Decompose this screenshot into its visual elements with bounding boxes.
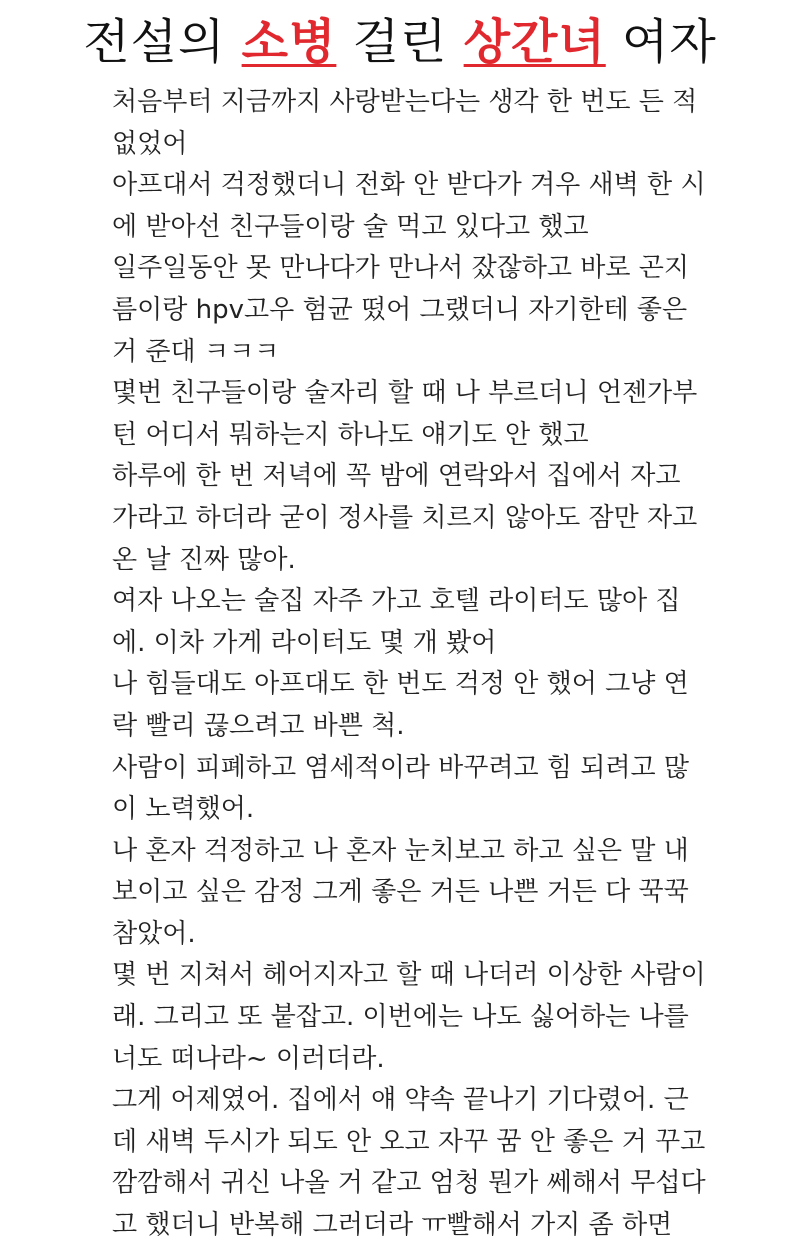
title-highlight-2: 상간녀 (463, 14, 606, 70)
body-line: 깜깜해서 귀신 나올 거 같고 엄청 뭔가 쎄해서 무섭다 (112, 1168, 706, 1199)
body-line: 없었어 (112, 128, 188, 159)
body-line: 에. 이차 가게 라이터도 몇 개 봤어 (112, 627, 497, 658)
body-line: 가라고 하더라 굳이 정사를 치르지 않아도 잠만 자고 (112, 502, 698, 533)
title-highlight-1: 소병 (241, 14, 337, 70)
body-line: 여자 나오는 술집 자주 가고 호텔 라이터도 많아 집 (112, 586, 681, 617)
title-part-3: 여자 (605, 14, 717, 70)
body-line: 몇 번 지쳐서 헤어지자고 할 때 나더러 이상한 사람이 (112, 960, 706, 991)
body-line: 이 노력했어. (112, 794, 255, 825)
body-line: 래. 그리고 또 붙잡고. 이번에는 나도 싫어하는 나를 (112, 1002, 689, 1033)
title-part-1: 전설의 (83, 14, 242, 70)
body-line: 턴 어디서 뭐하는지 하나도 얘기도 안 했고 (112, 419, 589, 450)
body-line: 름이랑 hpv고우 험균 떴어 그랬더니 자기한테 좋은 (112, 294, 688, 325)
body-line: 사람이 피폐하고 염세적이라 바꾸려고 힘 되려고 많 (112, 752, 690, 783)
body-line: 에 받아선 친구들이랑 술 먹고 있다고 했고 (112, 211, 589, 242)
body-line: 일주일동안 못 만나다가 만나서 잤잖하고 바로 곤지 (112, 253, 690, 284)
body-line: 보이고 싶은 감정 그게 좋은 거든 나쁜 거든 다 꾹꾹 (112, 877, 689, 908)
body-line: 나 혼자 걱정하고 나 혼자 눈치보고 하고 싶은 말 내 (112, 835, 689, 866)
body-line: 하루에 한 번 저녁에 꼭 밤에 연락와서 집에서 자고 (112, 461, 681, 492)
body-line: 고 했더니 반복해 그러더라 ㅠ빨해서 가지 좀 하면 (112, 1210, 673, 1241)
body-line: 몇번 친구들이랑 술자리 할 때 나 부르더니 언젠가부 (112, 378, 698, 409)
body-line: 그게 어제였어. 집에서 얘 약속 끝나기 기다렸어. 근 (112, 1085, 689, 1116)
body-line: 데 새벽 두시가 되도 안 오고 자꾸 꿈 안 좋은 거 꾸고 (112, 1126, 706, 1157)
body-line: 참았어. (112, 918, 196, 949)
title-part-2: 걸린 (336, 14, 464, 70)
body-line: 온 날 진짜 많아. (112, 544, 296, 575)
body-line: 아프대서 걱정했더니 전화 안 받다가 겨우 새벽 한 시 (112, 170, 706, 201)
body-line: 너도 떠나라~ 이러더라. (112, 1043, 385, 1074)
body-line: 나 힘들대도 아프대도 한 번도 걱정 안 했어 그냥 연 (112, 669, 689, 700)
post-body (112, 82, 706, 1247)
body-line: 거 준대 ㅋㅋㅋ (112, 336, 280, 367)
body-line: 처음부터 지금까지 사랑받는다는 생각 한 번도 든 적 (112, 87, 698, 117)
body-line: 락 빨리 끊으려고 바쁜 척. (112, 710, 405, 741)
post-title (0, 6, 800, 78)
